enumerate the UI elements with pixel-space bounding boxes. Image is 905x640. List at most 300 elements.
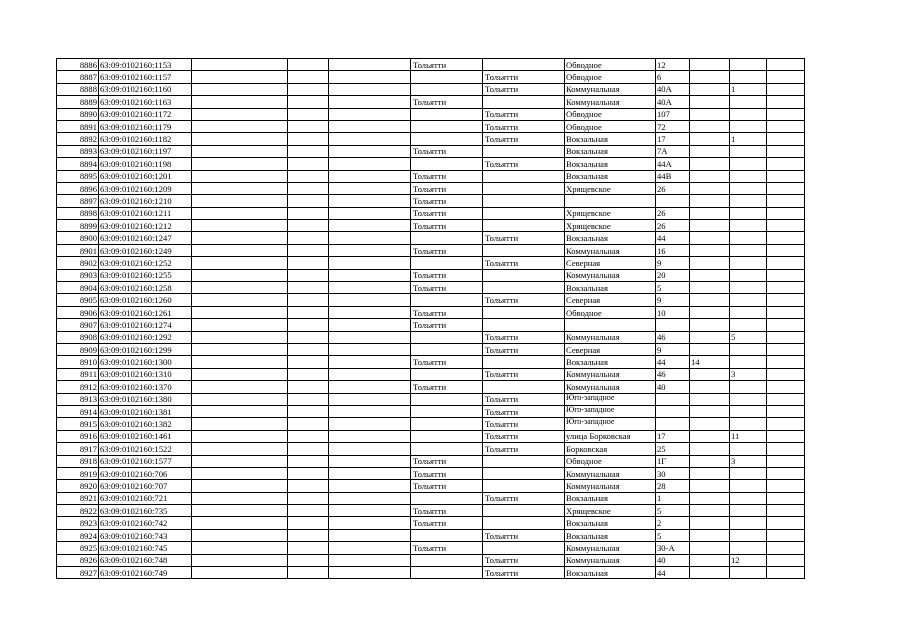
city-cell: Тольятти — [411, 467, 483, 479]
cadastral-number-cell: 63:09:0102160:1172 — [99, 108, 192, 120]
empty-cell — [192, 306, 288, 318]
empty-cell — [288, 529, 329, 541]
table-row — [57, 381, 805, 393]
row-number-cell: 8888 — [57, 83, 99, 95]
locality-cell — [483, 517, 565, 529]
empty-cell — [329, 120, 411, 132]
street-cell: Коммунальная — [565, 244, 656, 256]
table-row — [57, 306, 805, 318]
locality-cell — [483, 220, 565, 232]
table-row — [57, 294, 805, 306]
apartment-cell — [730, 96, 767, 108]
locality-cell: Тольятти — [483, 418, 565, 430]
building-cell — [690, 71, 730, 83]
empty-cell — [192, 529, 288, 541]
empty-cell — [329, 145, 411, 157]
empty-cell — [192, 170, 288, 182]
apartment-cell — [730, 343, 767, 355]
cadastral-number-cell: 63:09:0102160:1209 — [99, 182, 192, 194]
table-row — [57, 393, 805, 405]
house-number-cell: 5 — [656, 529, 690, 541]
street-cell: Хрящевское — [565, 207, 656, 219]
city-cell: Тольятти — [411, 220, 483, 232]
row-number-cell: 8926 — [57, 554, 99, 566]
city-cell — [411, 120, 483, 132]
house-number-cell — [656, 405, 690, 417]
row-number-cell: 8901 — [57, 244, 99, 256]
cadastral-number-cell: 63:09:0102160:1310 — [99, 368, 192, 380]
row-number-cell: 8923 — [57, 517, 99, 529]
table-row — [57, 269, 805, 281]
city-cell — [411, 393, 483, 405]
city-cell — [411, 108, 483, 120]
apartment-cell — [730, 207, 767, 219]
empty-cell — [192, 319, 288, 331]
empty-cell — [767, 455, 805, 467]
table-row — [57, 517, 805, 529]
building-cell — [690, 158, 730, 170]
building-cell — [690, 59, 730, 71]
table-row — [57, 567, 805, 579]
empty-cell — [192, 232, 288, 244]
empty-cell — [767, 381, 805, 393]
empty-cell — [288, 195, 329, 207]
house-number-cell: 44В — [656, 170, 690, 182]
house-number-cell: 46 — [656, 368, 690, 380]
empty-cell — [329, 133, 411, 145]
street-cell: Юго-западное — [565, 393, 656, 405]
cadastral-number-cell: 63:09:0102160:1247 — [99, 232, 192, 244]
empty-cell — [192, 393, 288, 405]
empty-cell — [767, 195, 805, 207]
building-cell — [690, 393, 730, 405]
street-cell: Коммунальная — [565, 368, 656, 380]
empty-cell — [329, 195, 411, 207]
empty-cell — [288, 443, 329, 455]
street-cell: Вокзальная — [565, 170, 656, 182]
row-number-cell: 8905 — [57, 294, 99, 306]
building-cell — [690, 269, 730, 281]
empty-cell — [192, 59, 288, 71]
empty-cell — [767, 554, 805, 566]
city-cell — [411, 133, 483, 145]
table-row — [57, 343, 805, 355]
empty-cell — [767, 443, 805, 455]
building-cell — [690, 418, 730, 430]
street-cell: Хрящевское — [565, 220, 656, 232]
empty-cell — [767, 567, 805, 579]
row-number-cell: 8904 — [57, 282, 99, 294]
empty-cell — [767, 542, 805, 554]
table-row — [57, 529, 805, 541]
empty-cell — [192, 368, 288, 380]
empty-cell — [329, 269, 411, 281]
house-number-cell: 44 — [656, 567, 690, 579]
empty-cell — [329, 505, 411, 517]
locality-cell: Тольятти — [483, 257, 565, 269]
row-number-cell: 8917 — [57, 443, 99, 455]
row-number-cell: 8900 — [57, 232, 99, 244]
street-cell: Обводное — [565, 306, 656, 318]
house-number-cell: 44 — [656, 356, 690, 368]
empty-cell — [192, 517, 288, 529]
row-number-cell: 8919 — [57, 467, 99, 479]
building-cell — [690, 232, 730, 244]
table-row — [57, 182, 805, 194]
table-row — [57, 244, 805, 256]
empty-cell — [288, 368, 329, 380]
empty-cell — [767, 145, 805, 157]
city-cell — [411, 294, 483, 306]
locality-cell — [483, 319, 565, 331]
empty-cell — [767, 306, 805, 318]
house-number-cell: 5 — [656, 282, 690, 294]
locality-cell: Тольятти — [483, 393, 565, 405]
empty-cell — [192, 195, 288, 207]
city-cell: Тольятти — [411, 244, 483, 256]
locality-cell: Тольятти — [483, 294, 565, 306]
apartment-cell — [730, 567, 767, 579]
empty-cell — [767, 356, 805, 368]
empty-cell — [329, 306, 411, 318]
apartment-cell — [730, 542, 767, 554]
empty-cell — [288, 83, 329, 95]
building-cell — [690, 83, 730, 95]
cadastral-number-cell: 63:09:0102160:1182 — [99, 133, 192, 145]
street-cell: Обводное — [565, 120, 656, 132]
locality-cell — [483, 542, 565, 554]
empty-cell — [288, 567, 329, 579]
empty-cell — [767, 368, 805, 380]
empty-cell — [767, 269, 805, 281]
row-number-cell: 8922 — [57, 505, 99, 517]
cadastral-number-cell: 63:09:0102160:1261 — [99, 306, 192, 318]
street-cell: Борковская — [565, 443, 656, 455]
row-number-cell: 8920 — [57, 480, 99, 492]
house-number-cell: 12 — [656, 59, 690, 71]
cadastral-number-cell: 63:09:0102160:1255 — [99, 269, 192, 281]
table-row — [57, 158, 805, 170]
locality-cell: Тольятти — [483, 492, 565, 504]
cadastral-number-cell: 63:09:0102160:1461 — [99, 430, 192, 442]
table-row — [57, 480, 805, 492]
city-cell: Тольятти — [411, 381, 483, 393]
locality-cell: Тольятти — [483, 529, 565, 541]
city-cell — [411, 343, 483, 355]
empty-cell — [288, 542, 329, 554]
building-cell — [690, 480, 730, 492]
cadastral-number-cell: 63:09:0102160:1201 — [99, 170, 192, 182]
building-cell — [690, 282, 730, 294]
house-number-cell: 44 — [656, 232, 690, 244]
table-row — [57, 467, 805, 479]
empty-cell — [192, 455, 288, 467]
empty-cell — [767, 319, 805, 331]
row-number-cell: 8896 — [57, 182, 99, 194]
empty-cell — [329, 455, 411, 467]
building-cell — [690, 182, 730, 194]
apartment-cell — [730, 145, 767, 157]
empty-cell — [329, 356, 411, 368]
empty-cell — [192, 381, 288, 393]
apartment-cell — [730, 492, 767, 504]
street-cell: Коммунальная — [565, 381, 656, 393]
table-row — [57, 96, 805, 108]
empty-cell — [192, 182, 288, 194]
row-number-cell: 8891 — [57, 120, 99, 132]
house-number-cell: 25 — [656, 443, 690, 455]
row-number-cell: 8894 — [57, 158, 99, 170]
empty-cell — [329, 381, 411, 393]
street-cell: Обводное — [565, 108, 656, 120]
cadastral-number-cell: 63:09:0102160:721 — [99, 492, 192, 504]
empty-cell — [192, 542, 288, 554]
city-cell: Тольятти — [411, 505, 483, 517]
apartment-cell: 3 — [730, 368, 767, 380]
house-number-cell: 28 — [656, 480, 690, 492]
building-cell — [690, 207, 730, 219]
row-number-cell: 8890 — [57, 108, 99, 120]
street-cell — [565, 319, 656, 331]
cadastral-number-cell: 63:09:0102160:707 — [99, 480, 192, 492]
empty-cell — [767, 182, 805, 194]
table-row — [57, 282, 805, 294]
empty-cell — [192, 257, 288, 269]
empty-cell — [767, 158, 805, 170]
house-number-cell: 1 — [656, 492, 690, 504]
locality-cell — [483, 145, 565, 157]
building-cell — [690, 529, 730, 541]
row-number-cell: 8899 — [57, 220, 99, 232]
empty-cell — [192, 207, 288, 219]
row-number-cell: 8912 — [57, 381, 99, 393]
empty-cell — [767, 393, 805, 405]
apartment-cell — [730, 59, 767, 71]
city-cell — [411, 492, 483, 504]
locality-cell: Тольятти — [483, 158, 565, 170]
empty-cell — [192, 96, 288, 108]
house-number-cell — [656, 195, 690, 207]
locality-cell — [483, 244, 565, 256]
house-number-cell: 2 — [656, 517, 690, 529]
table-row — [57, 331, 805, 343]
empty-cell — [767, 430, 805, 442]
house-number-cell — [656, 418, 690, 430]
empty-cell — [192, 567, 288, 579]
city-cell — [411, 71, 483, 83]
house-number-cell: 40А — [656, 83, 690, 95]
table-row — [57, 83, 805, 95]
building-cell — [690, 443, 730, 455]
street-cell: Вокзальная — [565, 567, 656, 579]
table-row — [57, 356, 805, 368]
apartment-cell — [730, 529, 767, 541]
row-number-cell: 8906 — [57, 306, 99, 318]
locality-cell — [483, 207, 565, 219]
building-cell — [690, 170, 730, 182]
table-row — [57, 368, 805, 380]
row-number-cell: 8911 — [57, 368, 99, 380]
house-number-cell: 9 — [656, 257, 690, 269]
cadastral-number-cell: 63:09:0102160:1300 — [99, 356, 192, 368]
empty-cell — [329, 443, 411, 455]
empty-cell — [192, 108, 288, 120]
street-cell: Вокзальная — [565, 529, 656, 541]
city-cell — [411, 418, 483, 430]
locality-cell: Тольятти — [483, 554, 565, 566]
empty-cell — [192, 220, 288, 232]
empty-cell — [192, 492, 288, 504]
cadastral-number-cell: 63:09:0102160:1210 — [99, 195, 192, 207]
empty-cell — [767, 207, 805, 219]
table-row — [57, 195, 805, 207]
empty-cell — [192, 505, 288, 517]
cadastral-number-cell: 63:09:0102160:1260 — [99, 294, 192, 306]
empty-cell — [329, 59, 411, 71]
empty-cell — [767, 418, 805, 430]
apartment-cell — [730, 269, 767, 281]
locality-cell: Тольятти — [483, 343, 565, 355]
cadastral-number-cell: 63:09:0102160:1198 — [99, 158, 192, 170]
empty-cell — [192, 443, 288, 455]
row-number-cell: 8886 — [57, 59, 99, 71]
table-row — [57, 59, 805, 71]
street-cell: Вокзальная — [565, 282, 656, 294]
empty-cell — [767, 331, 805, 343]
street-cell: Вокзальная — [565, 492, 656, 504]
locality-cell — [483, 170, 565, 182]
cadastral-number-cell: 63:09:0102160:1153 — [99, 59, 192, 71]
building-cell — [690, 343, 730, 355]
city-cell — [411, 430, 483, 442]
house-number-cell: 40 — [656, 381, 690, 393]
locality-cell — [483, 282, 565, 294]
empty-cell — [192, 269, 288, 281]
city-cell: Тольятти — [411, 207, 483, 219]
empty-cell — [767, 467, 805, 479]
street-cell: Вокзальная — [565, 232, 656, 244]
apartment-cell — [730, 195, 767, 207]
empty-cell — [288, 492, 329, 504]
row-number-cell: 8924 — [57, 529, 99, 541]
building-cell — [690, 257, 730, 269]
apartment-cell — [730, 443, 767, 455]
row-number-cell: 8925 — [57, 542, 99, 554]
apartment-cell — [730, 418, 767, 430]
empty-cell — [288, 182, 329, 194]
empty-cell — [192, 282, 288, 294]
building-cell — [690, 381, 730, 393]
empty-cell — [192, 356, 288, 368]
house-number-cell: 20 — [656, 269, 690, 281]
empty-cell — [288, 319, 329, 331]
empty-cell — [192, 343, 288, 355]
street-cell: Северная — [565, 343, 656, 355]
empty-cell — [288, 71, 329, 83]
apartment-cell — [730, 120, 767, 132]
table-row — [57, 120, 805, 132]
street-cell: Коммунальная — [565, 96, 656, 108]
row-number-cell: 8897 — [57, 195, 99, 207]
building-cell — [690, 517, 730, 529]
apartment-cell — [730, 467, 767, 479]
locality-cell — [483, 381, 565, 393]
empty-cell — [288, 430, 329, 442]
empty-cell — [767, 257, 805, 269]
street-cell: Вокзальная — [565, 356, 656, 368]
empty-cell — [288, 306, 329, 318]
cadastral-number-cell: 63:09:0102160:1381 — [99, 405, 192, 417]
street-cell: Вокзальная — [565, 133, 656, 145]
table-row — [57, 455, 805, 467]
empty-cell — [767, 517, 805, 529]
locality-cell — [483, 96, 565, 108]
locality-cell: Тольятти — [483, 331, 565, 343]
empty-cell — [329, 567, 411, 579]
empty-cell — [329, 108, 411, 120]
locality-cell: Тольятти — [483, 133, 565, 145]
city-cell — [411, 83, 483, 95]
locality-cell: Тольятти — [483, 120, 565, 132]
cadastral-number-cell: 63:09:0102160:1292 — [99, 331, 192, 343]
empty-cell — [767, 244, 805, 256]
locality-cell — [483, 480, 565, 492]
empty-cell — [329, 83, 411, 95]
city-cell — [411, 567, 483, 579]
cadastral-number-cell: 63:09:0102160:1252 — [99, 257, 192, 269]
empty-cell — [192, 418, 288, 430]
building-cell — [690, 133, 730, 145]
house-number-cell: 7А — [656, 145, 690, 157]
empty-cell — [288, 232, 329, 244]
house-number-cell: 72 — [656, 120, 690, 132]
city-cell: Тольятти — [411, 145, 483, 157]
apartment-cell — [730, 257, 767, 269]
street-cell: Коммунальная — [565, 83, 656, 95]
apartment-cell: 1 — [730, 133, 767, 145]
apartment-cell: 3 — [730, 455, 767, 467]
locality-cell — [483, 356, 565, 368]
city-cell — [411, 529, 483, 541]
row-number-cell: 8927 — [57, 567, 99, 579]
cadastral-number-cell: 63:09:0102160:743 — [99, 529, 192, 541]
empty-cell — [288, 356, 329, 368]
apartment-cell: 1 — [730, 83, 767, 95]
table-row — [57, 232, 805, 244]
street-cell: Коммунальная — [565, 269, 656, 281]
house-number-cell — [656, 393, 690, 405]
street-cell: Вокзальная — [565, 517, 656, 529]
row-number-cell: 8889 — [57, 96, 99, 108]
row-number-cell: 8916 — [57, 430, 99, 442]
apartment-cell — [730, 405, 767, 417]
house-number-cell: 46 — [656, 331, 690, 343]
empty-cell — [192, 294, 288, 306]
apartment-cell: 12 — [730, 554, 767, 566]
house-number-cell: 40 — [656, 554, 690, 566]
street-cell: Хрящевское — [565, 182, 656, 194]
data-table — [56, 58, 805, 579]
house-number-cell: 16 — [656, 244, 690, 256]
building-cell: 14 — [690, 356, 730, 368]
empty-cell — [767, 343, 805, 355]
empty-cell — [288, 269, 329, 281]
locality-cell: Тольятти — [483, 108, 565, 120]
cadastral-number-cell: 63:09:0102160:1163 — [99, 96, 192, 108]
empty-cell — [767, 83, 805, 95]
apartment-cell — [730, 182, 767, 194]
empty-cell — [329, 294, 411, 306]
